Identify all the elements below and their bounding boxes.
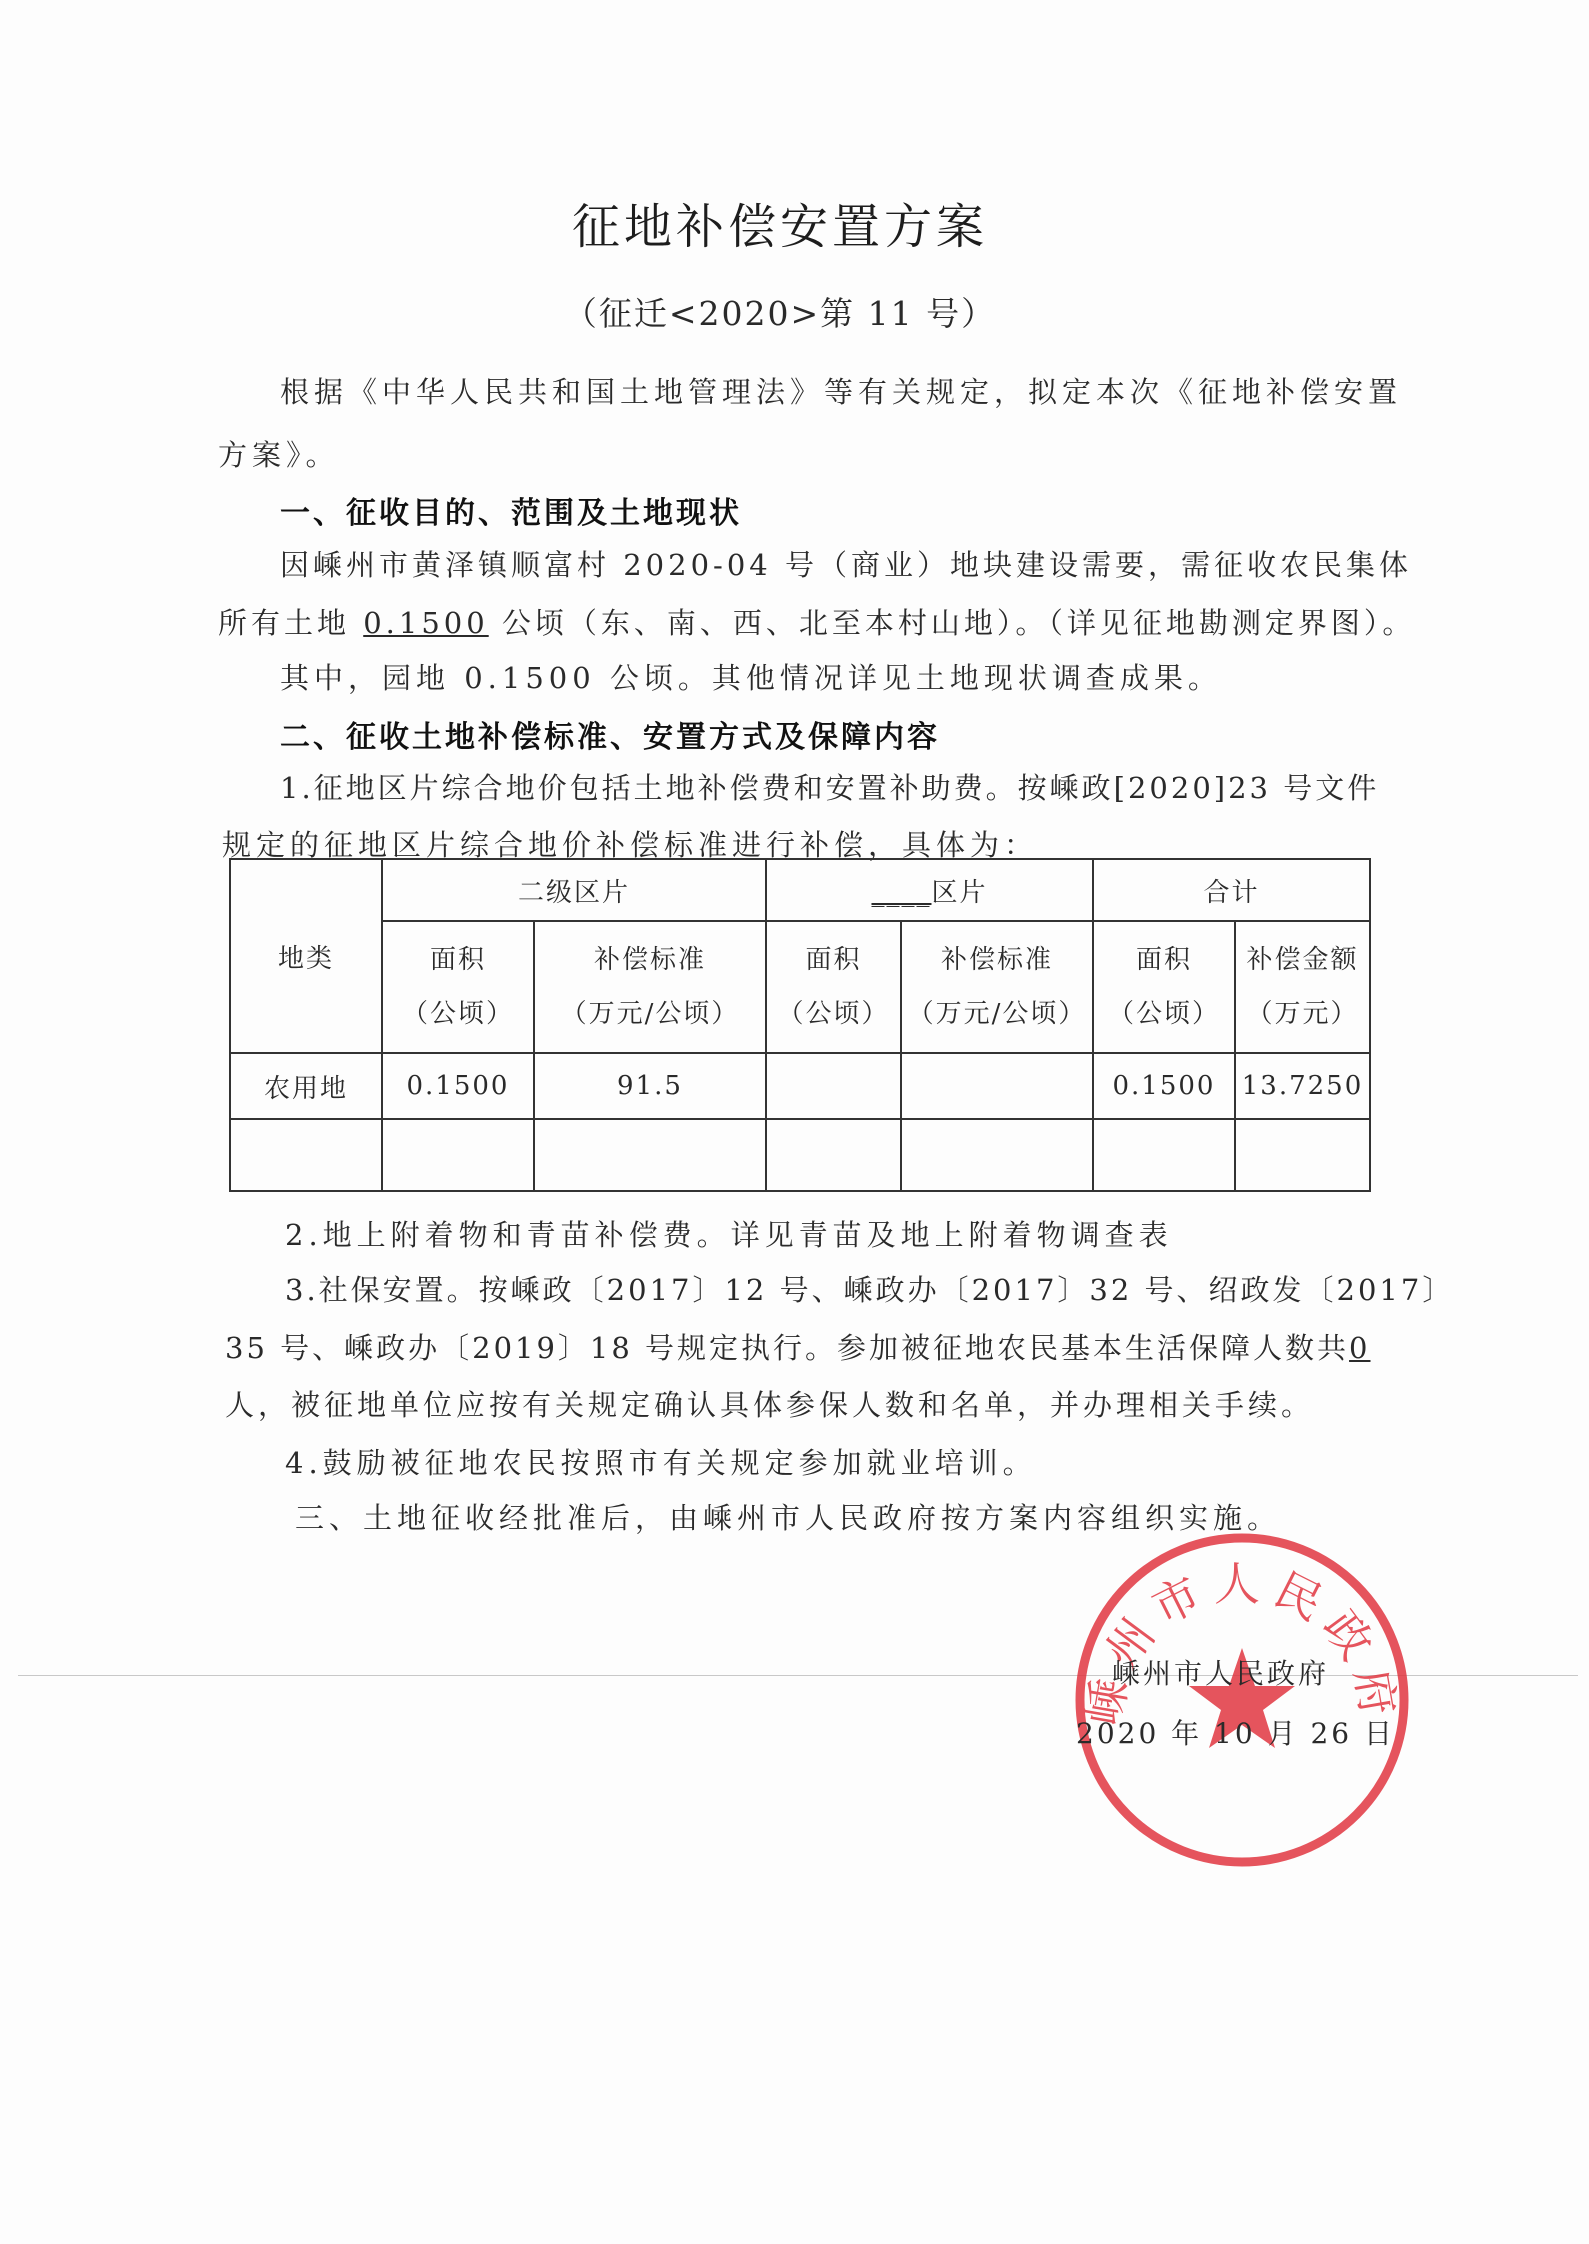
section-2-item-2: 2.地上附着物和青苗补偿费。详见青苗及地上附着物调查表: [285, 1218, 1173, 1252]
compensation-table: [229, 858, 1371, 1192]
cell-g2-area: [766, 1119, 901, 1191]
section-2-item-3-line-3: 人，被征地单位应按有关规定确认具体参保人数和名单，并办理相关手续。: [225, 1388, 1315, 1422]
header-g2-area: [766, 921, 901, 1053]
cell-total-amount: [1235, 1119, 1370, 1191]
cell-land-type: [230, 1119, 382, 1191]
table-row: [230, 1053, 1370, 1119]
section-2-item-1-line-2: 规定的征地区片综合地价补偿标准进行补偿，具体为：: [222, 828, 1039, 862]
document-title: 征地补偿安置方案: [571, 199, 988, 255]
cell-total-area: [1093, 1119, 1235, 1191]
header-land-type: 地类: [230, 859, 382, 1053]
header-group-3: 合计: [1093, 859, 1370, 921]
insured-count-value: 0: [1349, 1331, 1371, 1365]
cell-g2-standard: [901, 1119, 1093, 1191]
header-area-unit: （公顷）: [1107, 999, 1220, 1029]
section-3-line: 三、土地征收经批准后，由嵊州市人民政府按方案内容组织实施。: [295, 1501, 1282, 1535]
header-standard-label: 补偿标准: [940, 945, 1053, 975]
header-total-area: [1093, 921, 1235, 1053]
land-area-value: 0.1500: [363, 606, 489, 640]
signature-org: 嵊州市人民政府: [1112, 1657, 1330, 1690]
header-standard-unit: （万元/公顷）: [560, 999, 740, 1029]
cell-total-amount: 13.7250: [1235, 1053, 1370, 1119]
header-area-label: 面积: [429, 945, 486, 975]
intro-line-1: 根据《中华人民共和国土地管理法》等有关规定，拟定本次《征地补偿安置: [280, 375, 1403, 409]
section-1-line-2-pre: 所有土地: [218, 606, 364, 640]
header-group-2-suffix: 区片: [931, 877, 988, 908]
header-area-label: 面积: [1135, 945, 1192, 975]
section-1-line-1: 因嵊州市黄泽镇顺富村 2020-04 号（商业）地块建设需要，需征收农民集体: [280, 548, 1412, 582]
header-area-unit: （公顷）: [777, 999, 890, 1029]
cell-land-type: 农用地: [230, 1053, 382, 1119]
header-group-2-blank: ____: [871, 877, 932, 908]
header-amount-label: 补偿金额: [1246, 945, 1359, 975]
header-g1-standard: [534, 921, 766, 1053]
table-row: [230, 1119, 1370, 1191]
section-1-line-2: [218, 603, 1415, 643]
section-2-item-1-line-1: 1.征地区片综合地价包括土地补偿费和安置补助费。按嵊政[2020]23 号文件: [280, 771, 1380, 805]
header-standard-label: 补偿标准: [593, 945, 706, 975]
header-group-2: [766, 859, 1093, 921]
section-1-line-2-post: 公顷（东、南、西、北至本村山地）。（详见征地勘测定界图）。: [488, 606, 1416, 640]
header-total-amount: [1235, 921, 1370, 1053]
cell-g2-area: [766, 1053, 901, 1119]
header-amount-unit: （万元）: [1246, 999, 1359, 1029]
cell-g1-area: 0.1500: [382, 1053, 534, 1119]
seal-text-path: 嵊州市人民政府: [1076, 1557, 1408, 1730]
section-2-item-3-line-2-pre: 35 号、嵊政办〔2019〕18 号规定执行。参加被征地农民基本生活保障人数共: [225, 1331, 1350, 1365]
header-area-unit: （公顷）: [401, 999, 514, 1029]
section-2-item-3-line-2: [225, 1328, 1371, 1368]
header-area-label: 面积: [805, 945, 862, 975]
section-2-item-4: 4.鼓励被征地农民按照市有关规定参加就业培训。: [285, 1446, 1037, 1480]
intro-line-2: 方案》。: [218, 438, 340, 472]
section-1-line-3: 其中，园地 0.1500 公顷。其他情况详见土地现状调查成果。: [280, 661, 1222, 695]
header-g2-standard: [901, 921, 1093, 1053]
table-header-row-2: [230, 921, 1370, 1053]
header-group-1: 二级区片: [382, 859, 766, 921]
cell-g1-area: [382, 1119, 534, 1191]
official-seal: [1062, 1520, 1422, 1880]
signature-date: 2020 年 10 月 26 日: [1076, 1717, 1396, 1750]
header-g1-area: [382, 921, 534, 1053]
cell-g2-standard: [901, 1053, 1093, 1119]
cell-g1-standard: 91.5: [534, 1053, 766, 1119]
table-header-row-1: [230, 859, 1370, 921]
section-1-heading: 一、征收目的、范围及土地现状: [280, 496, 742, 531]
cell-total-area: 0.1500: [1093, 1053, 1235, 1119]
cell-g1-standard: [534, 1119, 766, 1191]
section-2-heading: 二、征收土地补偿标准、安置方式及保障内容: [280, 720, 940, 755]
section-2-item-3-line-1: 3.社保安置。按嵊政〔2017〕12 号、嵊政办〔2017〕32 号、绍政发〔2017〕: [285, 1273, 1455, 1307]
header-standard-unit: （万元/公顷）: [907, 999, 1087, 1029]
document-number: （征迁<2020>第 11 号）: [563, 294, 997, 333]
